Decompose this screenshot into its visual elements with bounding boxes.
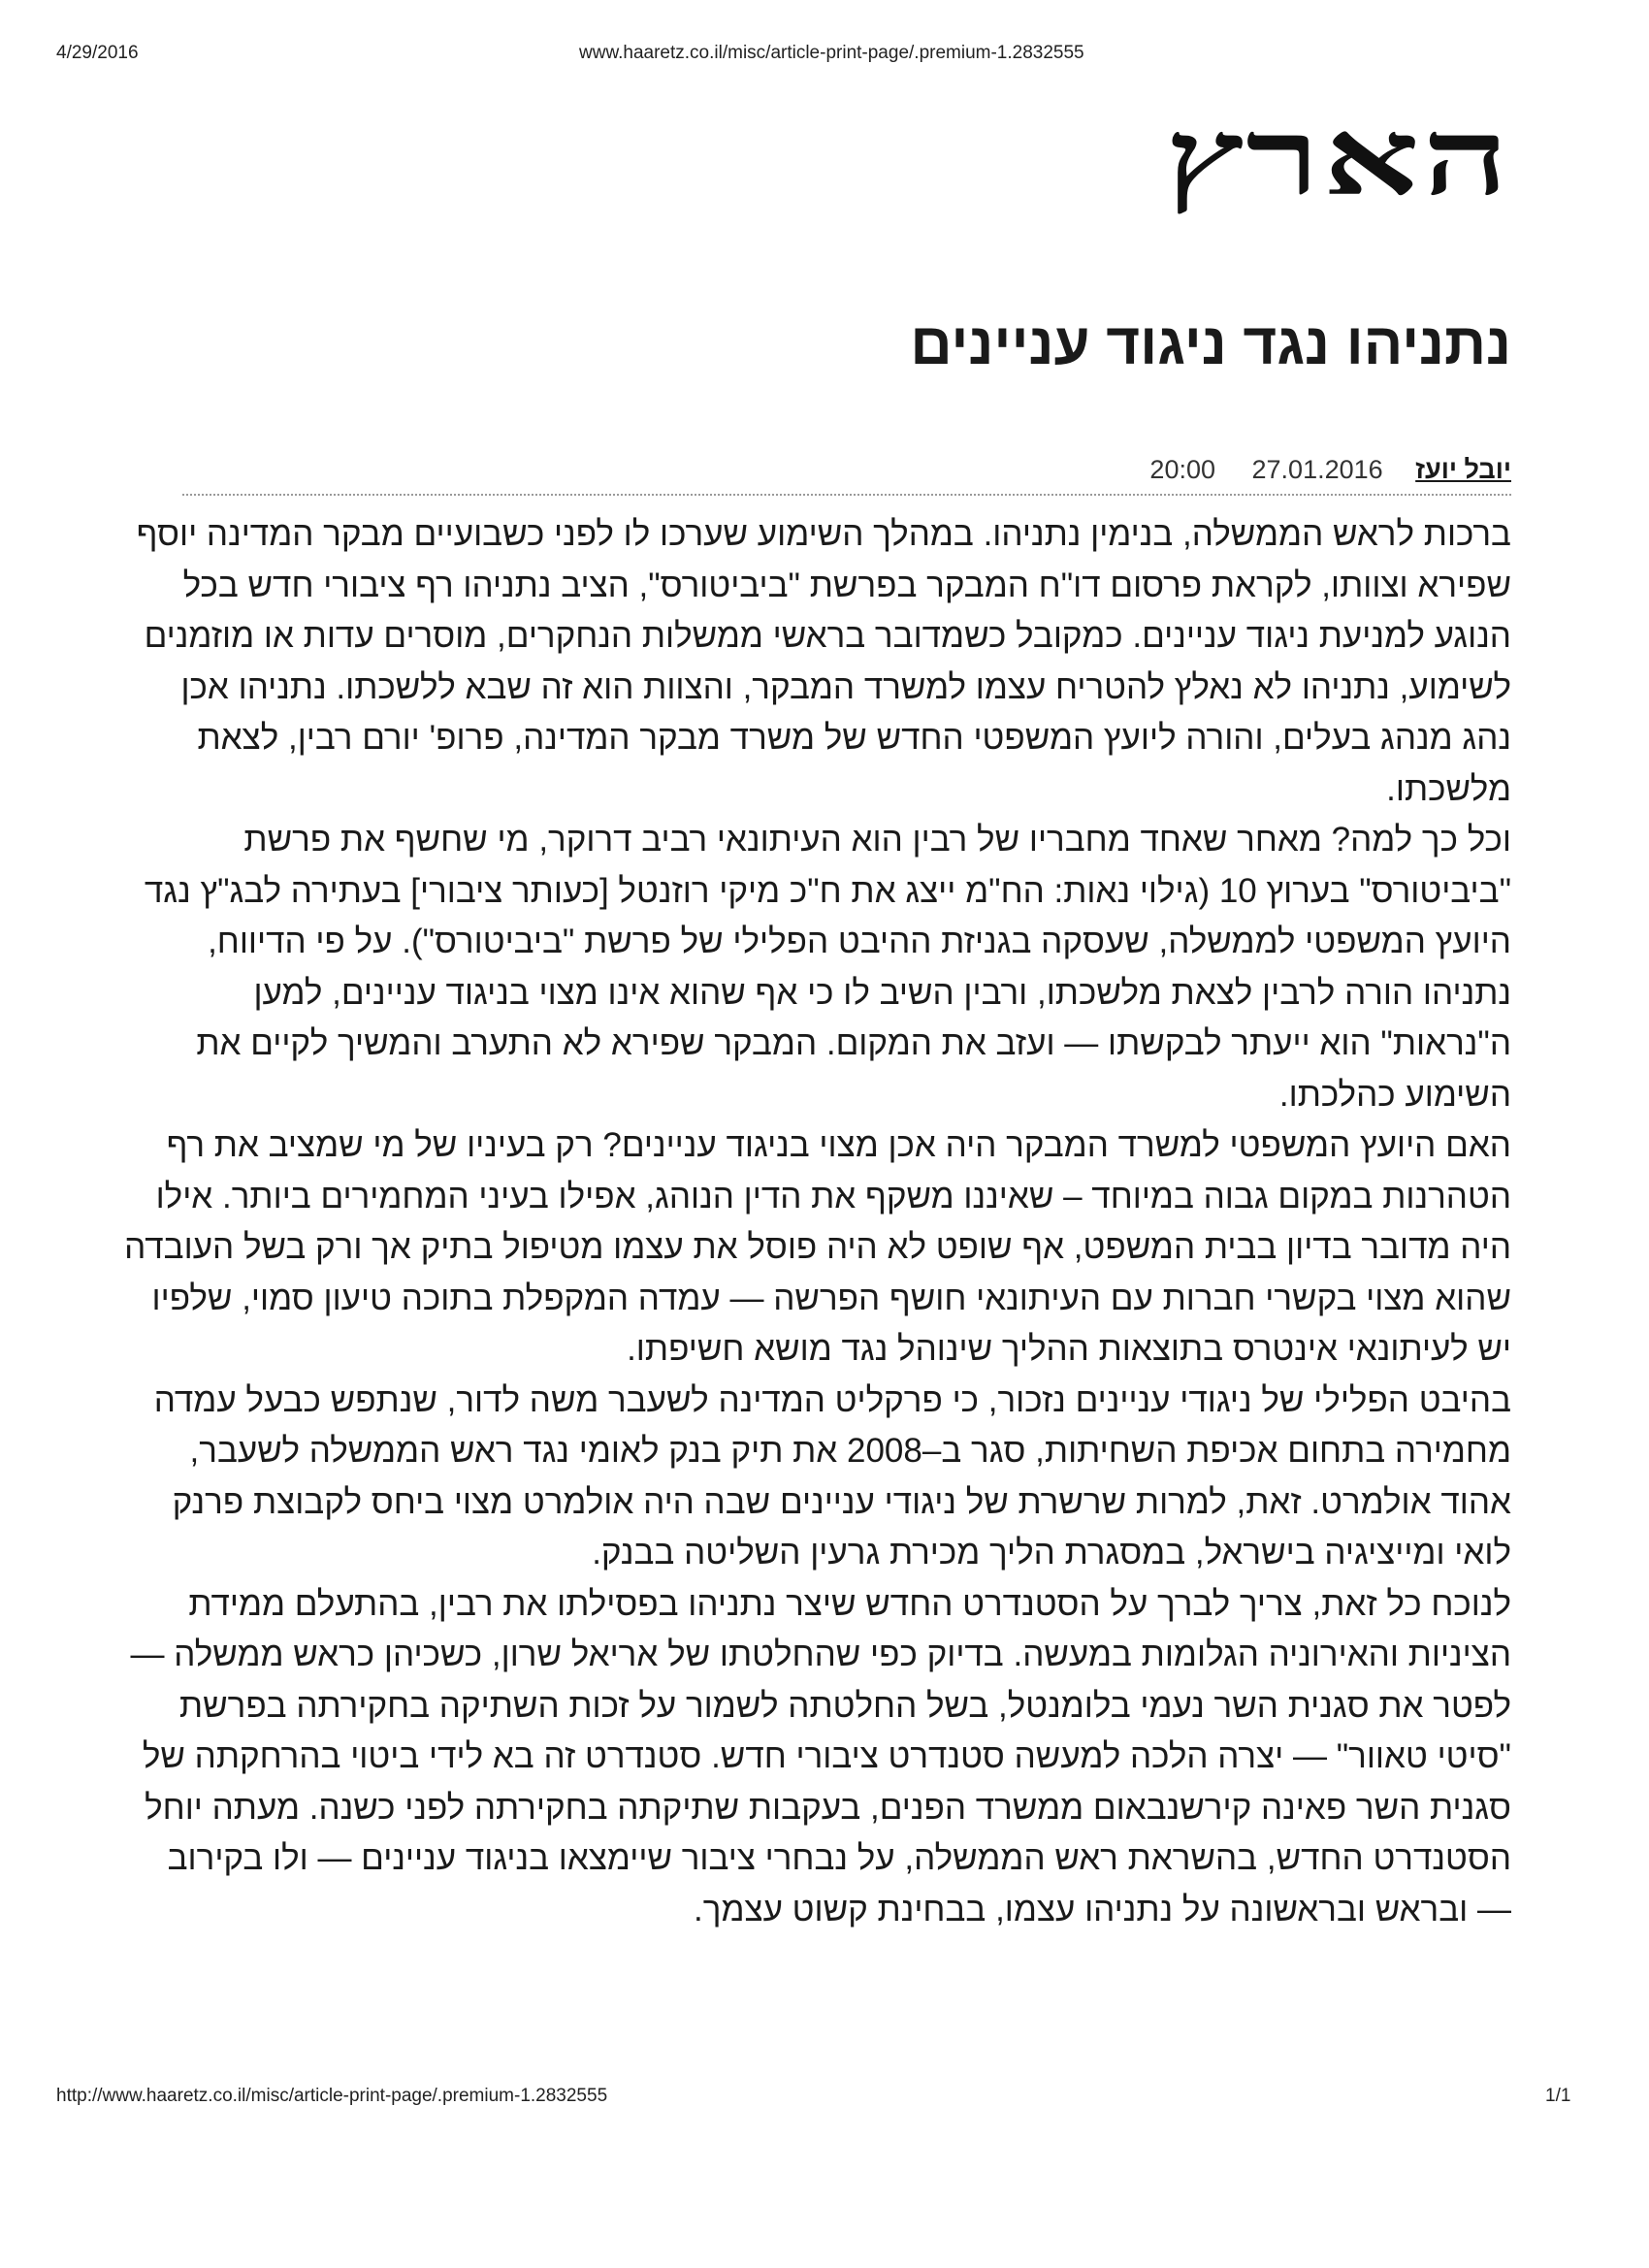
article-title: נתניהו נגד ניגוד עניינים — [910, 311, 1511, 376]
haaretz-logo: הארץ — [1164, 95, 1511, 220]
publish-date: 27.01.2016 — [1251, 455, 1383, 484]
article-paragraph: האם היועץ המשפטי למשרד המבקר היה אכן מצוי בניגוד עניינים? רק בעיניו של מי שמציב את רף הטהרנות במקום גבוה במיוחד – שאיננו משקף את הדין הנוהג, אפילו בעיני המחמירים ביותר. אילו היה מדובר בדיון בבית המשפט, אף שופט לא היה פוסל את עצמו מטיפול בתיק אך ורק בשל העובדה שהוא מצוי בקשרי חברות עם העיתונאי חושף הפרשה — עמדה המקפלת בתוכה טיעון סמוי, שלפיו יש לעיתונאי אינטרס בתוצאות ההליך שינוהל נגד מושא חשיפתו. — [124, 1126, 1511, 1368]
article-paragraph: וכל כך למה? מאחר שאחד מחבריו של רבין הוא העיתונאי רביב דרוקר, מי שחשף את פרשת "ביביטורס" בערוץ 10 (גילוי נאות: הח"מ ייצג את ח"כ מיקי רוזנטל [כעותר ציבורי] בעתירה לבג"ץ נגד היועץ המשפטי לממשלה, שעסקה בגניזת ההיבט הפלילי של פרשת "ביביטורס"). על פי הדיווח, נתניהו הורה לרבין לצאת מלשכתו, ורבין השיב לו כי אף שהוא אינו מצוי בניגוד עניינים, למען ה"נראות" הוא ייעתר לבקשתו — ועזב את המקום. המבקר שפירא לא התערב והמשיך לקיים את השימוע כהלכתו. — [144, 821, 1511, 1114]
article-paragraph: ברכות לראש הממשלה, בנימין נתניהו. במהלך השימוע שערכו לו לפני כשבועיים מבקר המדינה יוסף שפירא וצוותו, לקראת פרסום דו"ח המבקר בפרשת "ביביטורס", הציב נתניהו רף ציבורי חדש בכל הנוגע למניעת ניגוד עניינים. כמקובל כשמדובר בראשי ממשלות הנחקרים, מוסרים עדות או מוזמנים לשימוע, נתניהו לא נאלץ להטריח עצמו למשרד המבקר, והצוות הוא זה שבא ללשכתו. נתניהו אכן נהג מנהג בעלים, והורה ליועץ המשפטי החדש של משרד מבקר המדינה, פרופ' יורם רבין, לצאת מלשכתו. — [136, 515, 1511, 808]
article-paragraph: לנוכח כל זאת, צריך לברך על הסטנדרט החדש שיצר נתניהו בפסילתו את רבין, בהתעלם ממידת הציניות והאירוניה הגלומות במעשה. בדיוק כפי שהחלטתו של אריאל שרון, כשכיהן כראש ממשלה — לפטר את סגנית השר נעמי בלומנטל, בשל החלטתה לשמור על זכות השתיקה בחקירתה בפרשת "סיטי טאוור" — יצרה הלכה למעשה סטנדרט ציבורי חדש. סטנדרט זה בא לידי ביטוי בהרחקתה של סגנית השר פאינה קירשנבאום ממשרד הפנים, בעקבות שתיקתה בחקירתה לפני כשנה. מעתה יוחל הסטנדרט החדש, בהשראת ראש הממשלה, על נבחרי ציבור שיימצאו בניגוד עניינים — ולו בקירוב — ובראש ובראשונה על נתניהו עצמו, בבחינת קשוט עצמך. — [130, 1584, 1511, 1928]
byline-divider — [182, 494, 1511, 496]
article-body — [124, 509, 1511, 1935]
author-name: יובל יועז — [1415, 455, 1511, 484]
print-footer-url: http://www.haaretz.co.il/misc/article-print-page/.premium-1.2832555 — [56, 2086, 608, 2106]
article — [124, 310, 1511, 1935]
print-header-url: www.haaretz.co.il/misc/article-print-page/.premium-1.2832555 — [579, 43, 1084, 63]
article-paragraph: בהיבט הפלילי של ניגודי עניינים נזכור, כי פרקליט המדינה לשעבר משה לדור, שנתפש כבעל עמדה מחמירה בתחום אכיפת השחיתות, סגר ב–2008 את תיק בנק לאומי נגד ראש הממשלה לשעבר, אהוד אולמרט. זאת, למרות שרשרת של ניגודי עניינים שבה היה אולמרט מצוי ביחס לקבוצת פרנק לואי ומייציגיה בישראל, במסגרת הליך מכירת גרעין השליטה בבנק. — [153, 1380, 1511, 1571]
page-number: 1/1 — [1545, 2086, 1571, 2106]
print-date: 4/29/2016 — [56, 43, 139, 63]
byline — [124, 453, 1511, 486]
publish-time: 20:00 — [1149, 455, 1215, 484]
